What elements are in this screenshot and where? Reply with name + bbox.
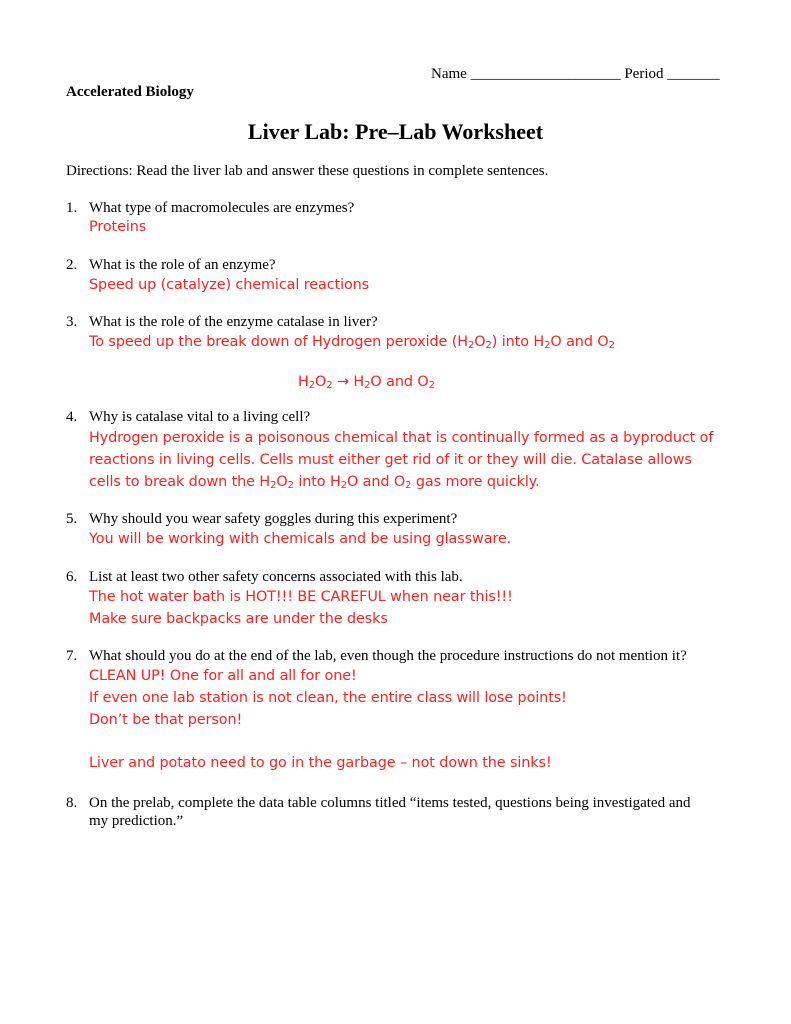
name-field (431, 66, 720, 83)
answer-4-line-2: reactions in living cells. Cells must either get rid of it or they will die. Catalase allows (89, 452, 692, 468)
arrow-icon: → (332, 374, 354, 390)
question-6-number: 6. (66, 569, 78, 585)
question-4-number: 4. (66, 409, 78, 425)
question-8-text: On the prelab, complete the data table columns titled “items tested, questions being investigated and (89, 795, 691, 811)
question-3-number: 3. (66, 314, 78, 330)
question-8-text-continued: my prediction.” (89, 813, 184, 829)
answer-6-line-2: Make sure backpacks are under the desks (89, 611, 388, 627)
question-7-text: What should you do at the end of the lab, even though the procedure instructions do not mention it? (89, 648, 687, 664)
reaction-equation: $H_2O_2 \to H_2O$ and $O_2$ (298, 374, 435, 391)
directions: Directions: Read the liver lab and answer these questions in complete sentences. (66, 163, 549, 179)
course-name: Accelerated Biology (66, 84, 194, 100)
name-blank: ____________________ (470, 66, 621, 82)
question-5-number: 5. (66, 511, 78, 527)
question-1-text: What type of macromolecules are enzymes? (89, 200, 355, 216)
question-8-number: 8. (66, 795, 78, 811)
name-label: Name (431, 66, 467, 82)
question-2-text: What is the role of an enzyme? (89, 257, 276, 273)
question-5-text: Why should you wear safety goggles during this experiment? (89, 511, 458, 527)
answer-1: Proteins (89, 219, 147, 235)
answer-3: To speed up the break down of Hydrogen peroxide $(H_2O_2)$ into $H_2O$ and $O_2$ (89, 334, 615, 351)
answer-4-line-3: cells to break down the $H_2O_2$ into $H_2O$ and $O_2$ gas more quickly. (89, 474, 540, 491)
answer-7-extra: Liver and potato need to go in the garbage – not down the sinks! (89, 755, 552, 771)
answer-7-line-3: Don’t be that person! (89, 712, 243, 728)
answer-7-line-2: If even one lab station is not clean, the entire class will lose points! (89, 690, 567, 706)
question-2-number: 2. (66, 257, 78, 273)
question-4-text: Why is catalase vital to a living cell? (89, 409, 311, 425)
page-title: Liver Lab: Pre–Lab Worksheet (247, 119, 544, 144)
question-6-text: List at least two other safety concerns associated with this lab. (89, 569, 463, 585)
answer-7-line-1: CLEAN UP! One for all and all for one! (89, 668, 357, 684)
question-1-number: 1. (66, 200, 78, 216)
answer-2: Speed up (catalyze) chemical reactions (89, 277, 370, 293)
answer-6-line-1: The hot water bath is HOT!!! BE CAREFUL when near this!!! (89, 589, 513, 605)
question-3-text: What is the role of the enzyme catalase in liver? (89, 314, 378, 330)
period-blank: _______ (667, 66, 720, 82)
answer-5: You will be working with chemicals and be using glassware. (89, 531, 512, 547)
question-7-number: 7. (66, 648, 78, 664)
period-label: Period (624, 66, 664, 82)
answer-4-line-1: Hydrogen peroxide is a poisonous chemical that is continually formed as a byproduct of (89, 430, 714, 446)
